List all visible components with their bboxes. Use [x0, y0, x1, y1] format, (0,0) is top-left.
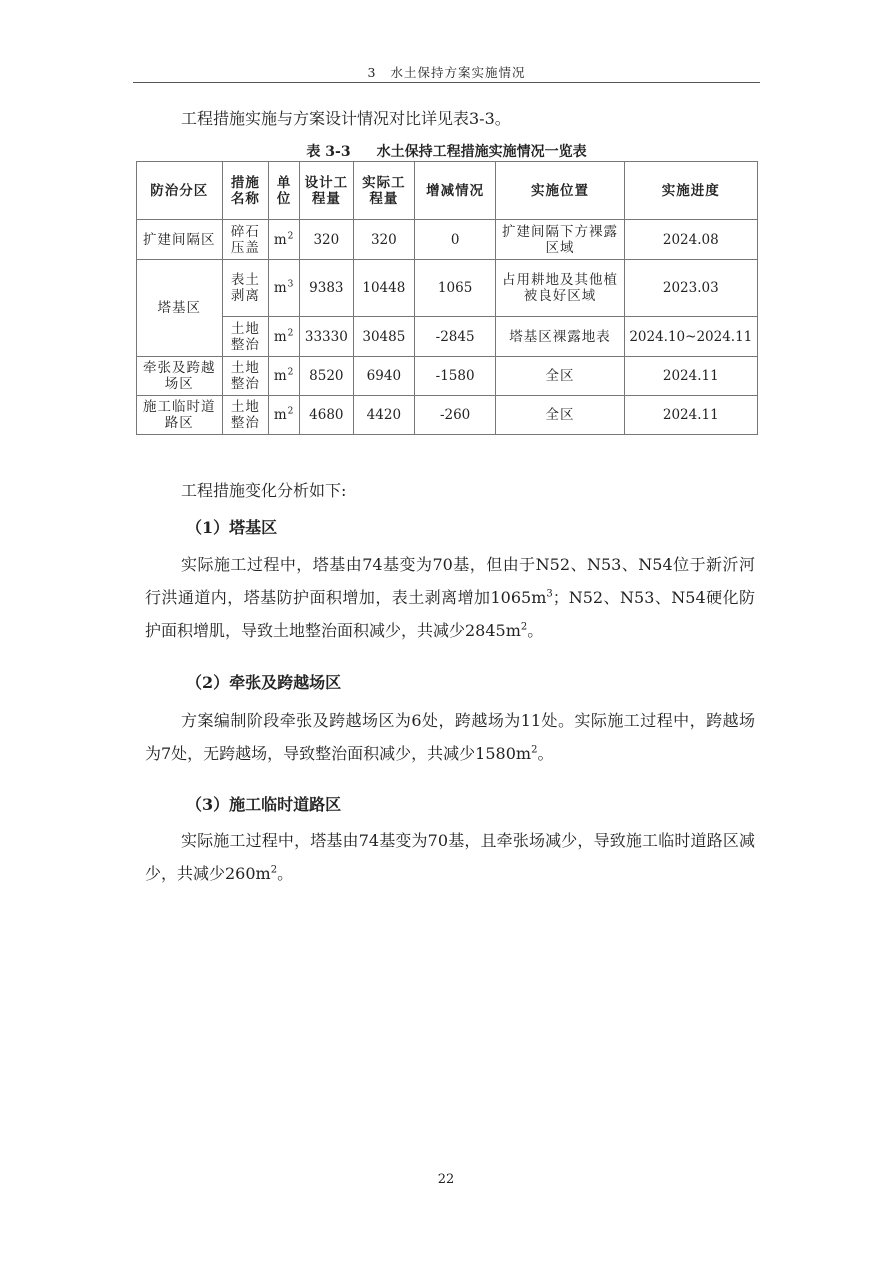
paragraph-text: 。: [277, 864, 294, 883]
table-header-row: [137, 162, 758, 220]
paragraph-text: 方案编制阶段牵张及跨越场区为6处，跨越场为11处。实际施工过程中，跨越场为7处，无跨越场，导致整治面积减少，共减少1580m: [145, 711, 755, 763]
cell-measure: 土地整治: [222, 317, 269, 357]
cell-actual: 6940: [353, 357, 414, 396]
header-cell-zone: 防治分区: [137, 162, 223, 220]
cell-unit: [269, 357, 300, 396]
cell-progress: 2024.11: [624, 357, 757, 396]
cell-unit: [269, 220, 300, 260]
intro-paragraph: 工程措施实施与方案设计情况对比详见表3-3。: [181, 109, 511, 128]
analysis-intro: 工程措施变化分析如下:: [181, 481, 347, 500]
cell-progress: 2024.11: [624, 396, 757, 435]
section-heading-tension-crossing: （2）牵张及跨越场区: [186, 673, 342, 692]
unit-exponent: 2: [287, 328, 295, 338]
measures-table: [136, 161, 758, 435]
cell-progress: 2024.08: [624, 220, 757, 260]
section-heading-tower-base: （1）塔基区: [186, 518, 278, 537]
table-row: [137, 260, 758, 317]
cell-measure: 土地整治: [222, 357, 269, 396]
page-number: 22: [437, 1172, 455, 1187]
header-cell-actual: 实际工程量: [353, 162, 414, 220]
cell-design: 9383: [299, 260, 353, 317]
cell-design: 8520: [299, 357, 353, 396]
cell-measure: 土地整治: [222, 396, 269, 435]
section-paragraph-tower-base: [145, 548, 755, 647]
cell-measure: 碎石压盖: [222, 220, 269, 260]
table-row: [137, 220, 758, 260]
paragraph-text: ；N52、N53、N54硬化防护面积增肌，导致土地整治面积减少，共减少2845m: [145, 588, 755, 640]
cell-actual: 10448: [353, 260, 414, 317]
header-section-number: 3: [367, 65, 377, 80]
table-row: [137, 357, 758, 396]
cell-actual: 4420: [353, 396, 414, 435]
cell-location: 全区: [496, 357, 624, 396]
unit-base: m: [273, 328, 288, 345]
table-caption-title: 水土保持工程措施实施情况一览表: [376, 144, 587, 160]
paragraph-text: 实际施工过程中，塔基由74基变为70基，且牵张场减少，导致施工临时道路区减少，共减少260m: [145, 831, 755, 883]
unit-exponent: 2: [287, 406, 295, 417]
superscript: 3: [546, 588, 553, 600]
cell-change: -1580: [414, 357, 495, 396]
cell-change: -260: [414, 396, 495, 435]
page-header: [133, 64, 760, 83]
cell-zone: 扩建间隔区: [137, 220, 223, 260]
cell-location: 扩建间隔下方裸露区域: [496, 220, 624, 260]
header-cell-design: 设计工程量: [299, 162, 353, 220]
paragraph-text: 。: [537, 744, 554, 763]
unit-base: m: [273, 231, 288, 248]
cell-change: -2845: [414, 317, 495, 357]
cell-unit: [269, 396, 300, 435]
cell-change: 0: [414, 220, 495, 260]
cell-progress: 2024.10~2024.11: [624, 317, 757, 357]
cell-design: 320: [299, 220, 353, 260]
section-paragraph-temp-road: [145, 824, 755, 890]
header-cell-change: 增减情况: [414, 162, 495, 220]
cell-location: 占用耕地及其他植被良好区域: [496, 260, 624, 317]
unit-base: m: [273, 280, 288, 296]
cell-measure: 表土剥离: [222, 260, 269, 317]
cell-actual: 320: [353, 220, 414, 260]
cell-unit: [269, 317, 300, 357]
cell-actual: 30485: [353, 317, 414, 357]
cell-design: 33330: [299, 317, 353, 357]
cell-location: 塔基区裸露地表: [496, 317, 624, 357]
header-section-title: 水土保持方案实施情况: [390, 65, 526, 80]
unit-base: m: [273, 407, 288, 423]
unit-exponent: 2: [287, 231, 295, 241]
table-caption: [133, 143, 760, 161]
header-cell-progress: 实施进度: [624, 162, 757, 220]
table-caption-number: 表 3-3: [306, 144, 351, 160]
header-cell-location: 实施位置: [496, 162, 624, 220]
cell-design: 4680: [299, 396, 353, 435]
cell-progress: 2023.03: [624, 260, 757, 317]
paragraph-text: 。: [527, 621, 544, 640]
header-cell-measure: 措施名称: [222, 162, 269, 220]
section-paragraph-tension-crossing: [145, 704, 755, 770]
superscript: 2: [270, 864, 278, 876]
superscript: 2: [520, 621, 528, 633]
superscript: 2: [531, 744, 538, 756]
unit-exponent: 2: [287, 367, 295, 378]
cell-zone: 塔基区: [137, 260, 223, 357]
section-heading-temp-road: （3）施工临时道路区: [186, 795, 342, 814]
cell-zone: 施工临时道路区: [137, 396, 223, 435]
header-cell-unit: 单位: [269, 162, 300, 220]
cell-unit: [269, 260, 300, 317]
unit-exponent: 3: [287, 279, 295, 290]
table-row: [137, 396, 758, 435]
paragraph-text: 实际施工过程中，塔基由74基变为70基，但由于N52、N53、N54位于新沂河行洪通道内，塔基防护面积增加，表土剥离增加1065m: [145, 555, 755, 607]
cell-change: 1065: [414, 260, 495, 317]
unit-base: m: [273, 368, 288, 384]
table-row: [137, 317, 758, 357]
cell-location: 全区: [496, 396, 624, 435]
cell-zone: 牵张及跨越场区: [137, 357, 223, 396]
